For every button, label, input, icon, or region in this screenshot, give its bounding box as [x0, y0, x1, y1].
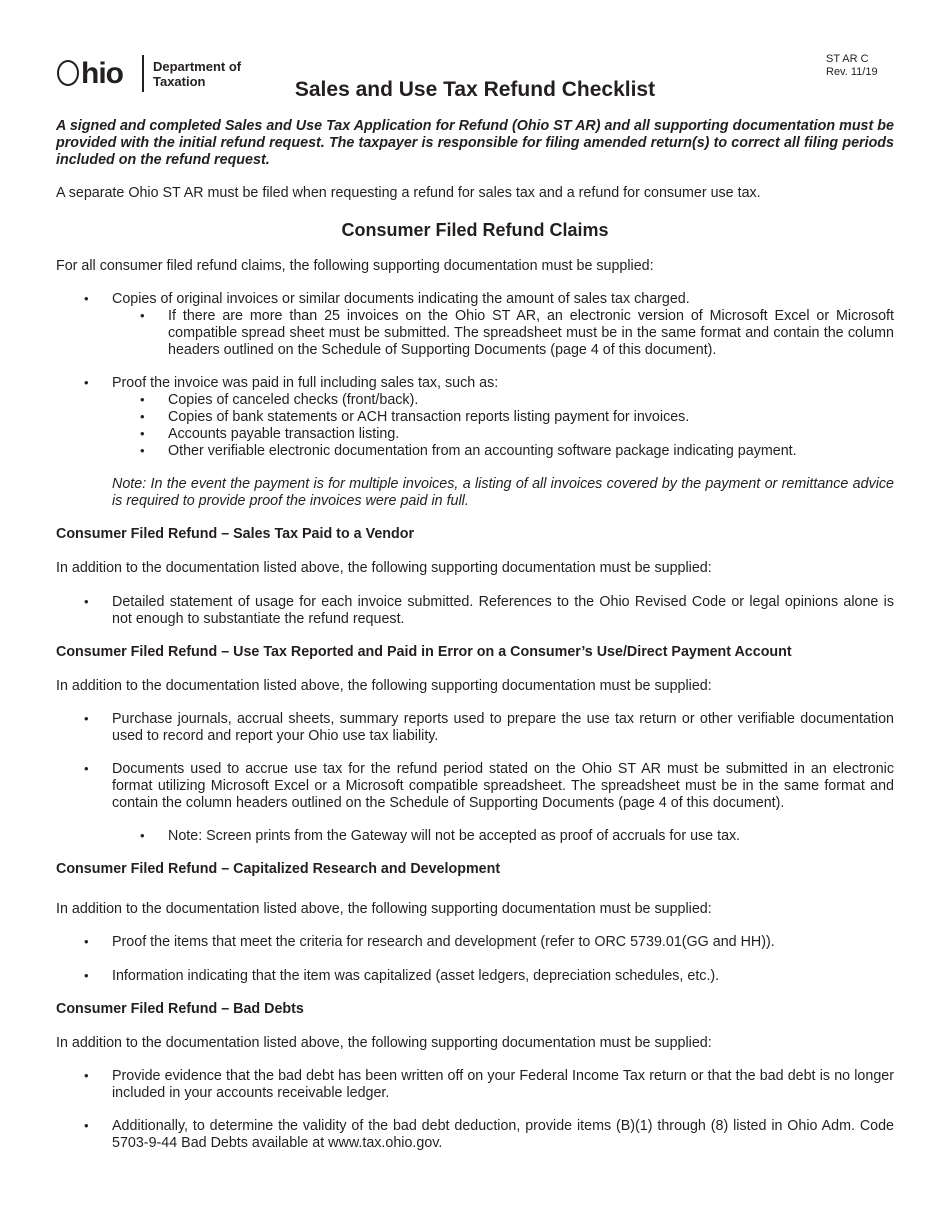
list-item-bad-debts: Provide evidence that the bad debt has been written off on your Federal Income Tax return or that the bad debt is no longer included in your accounts receivable ledger.	[112, 1068, 894, 1101]
list-item-proof-sub: Copies of bank statements or ACH transaction reports listing payment for invoices.	[168, 409, 690, 425]
research-lead: In addition to the documentation listed above, the following supporting documentation must be supplied:	[56, 901, 712, 917]
section-heading-bad-debts: Consumer Filed Refund – Bad Debts	[56, 1001, 304, 1017]
logo-text-tail: hio	[81, 57, 123, 90]
list-item-invoices: Copies of original invoices or similar documents indicating the amount of sales tax charged.	[112, 291, 690, 307]
list-item-use-tax-note: Note: Screen prints from the Gateway will not be accepted as proof of accruals for use tax.	[168, 828, 741, 844]
list-item-proof: Proof the invoice was paid in full including sales tax, such as:	[112, 375, 499, 391]
section-heading-consumer: Consumer Filed Refund Claims	[341, 220, 609, 240]
use-tax-lead: In addition to the documentation listed above, the following supporting documentation must be supplied:	[56, 678, 712, 694]
bad-debts-lead: In addition to the documentation listed above, the following supporting documentation must be supplied:	[56, 1035, 712, 1051]
bullet-icon: •	[84, 711, 89, 726]
bullet-icon: •	[84, 594, 89, 609]
list-item-proof-sub: Other verifiable electronic documentation from an accounting software package indicating payment.	[168, 443, 797, 459]
vendor-lead: In addition to the documentation listed above, the following supporting documentation must be supplied:	[56, 560, 712, 576]
bullet-icon: •	[84, 761, 89, 776]
section-heading-research: Consumer Filed Refund – Capitalized Research and Development	[56, 861, 501, 877]
bullet-icon: •	[84, 375, 89, 390]
logo-department-line2: Taxation	[153, 73, 206, 89]
section-heading-use-tax: Consumer Filed Refund – Use Tax Reported and Paid in Error on a Consumer’s Use/Direct Payment Account	[56, 644, 792, 660]
list-item-use-tax: Documents used to accrue use tax for the refund period stated on the Ohio ST AR must be submitted in an electronic format utilizing Microsoft Excel or a Microsoft compatible spreadsheet. The spreadsheet must be in the same format and contain the column headers outlined on the Schedule of Supporting Documents (page 4 of this document).	[112, 761, 894, 811]
bullet-icon: •	[140, 443, 145, 458]
bullet-icon: •	[140, 828, 145, 843]
bullet-icon: •	[84, 1118, 89, 1133]
logo-department-line1: Department of	[153, 59, 242, 74]
list-item-research: Proof the items that meet the criteria for research and development (refer to ORC 5739.01(GG and HH)).	[112, 934, 775, 950]
bullet-icon: •	[84, 291, 89, 306]
form-id: ST AR C	[826, 53, 869, 65]
list-item-proof-sub: Copies of canceled checks (front/back).	[168, 392, 419, 408]
list-item-invoices-sub: If there are more than 25 invoices on the Ohio ST AR, an electronic version of Microsoft Excel or Microsoft compatible spread sheet must be submitted. The spreadsheet must be in the same format and contain the column headers outlined on the Schedule of Supporting Documents (page 4 of this document).	[168, 308, 894, 358]
bullet-icon: •	[140, 426, 145, 441]
form-id-block	[826, 53, 878, 79]
list-item-bad-debts: Additionally, to determine the validity of the bad debt deduction, provide items (B)(1) through (8) listed in Ohio Adm. Code 5703-9-44 Bad Debts available at www.tax.ohio.gov.	[112, 1118, 894, 1151]
list-item-research: Information indicating that the item was capitalized (asset ledgers, depreciation schedules, etc.).	[112, 968, 720, 984]
bullet-icon: •	[84, 934, 89, 949]
intro-separate-note: A separate Ohio ST AR must be filed when requesting a refund for sales tax and a refund for consumer use tax.	[56, 185, 761, 201]
form-revision: Rev. 11/19	[826, 66, 878, 78]
consumer-lead: For all consumer filed refund claims, the following supporting documentation must be supplied:	[56, 258, 654, 274]
bullet-icon: •	[140, 392, 145, 407]
list-item-use-tax: Purchase journals, accrual sheets, summary reports used to prepare the use tax return or other verifiable documentation used to record and report your Ohio use tax liability.	[112, 711, 894, 744]
proof-note: Note: In the event the payment is for multiple invoices, a listing of all invoices covered by the payment or remittance advice is required to provide proof the invoices were paid in full.	[112, 476, 894, 509]
list-item-proof-sub: Accounts payable transaction listing.	[168, 426, 400, 442]
section-heading-vendor: Consumer Filed Refund – Sales Tax Paid to a Vendor	[56, 526, 415, 542]
bullet-icon: •	[140, 409, 145, 424]
intro-requirement: A signed and completed Sales and Use Tax Application for Refund (Ohio ST AR) and all supporting documentation must be provided with the initial refund request. The taxpayer is responsible for filing amended return(s) to correct all filing periods included on the refund request.	[56, 118, 894, 168]
bullet-icon: •	[140, 308, 145, 323]
bullet-icon: •	[84, 1068, 89, 1083]
list-item-vendor: Detailed statement of usage for each invoice submitted. References to the Ohio Revised Code or legal opinions alone is not enough to substantiate the refund request.	[112, 594, 894, 627]
page-title: Sales and Use Tax Refund Checklist	[294, 78, 656, 101]
bullet-icon: •	[84, 968, 89, 983]
